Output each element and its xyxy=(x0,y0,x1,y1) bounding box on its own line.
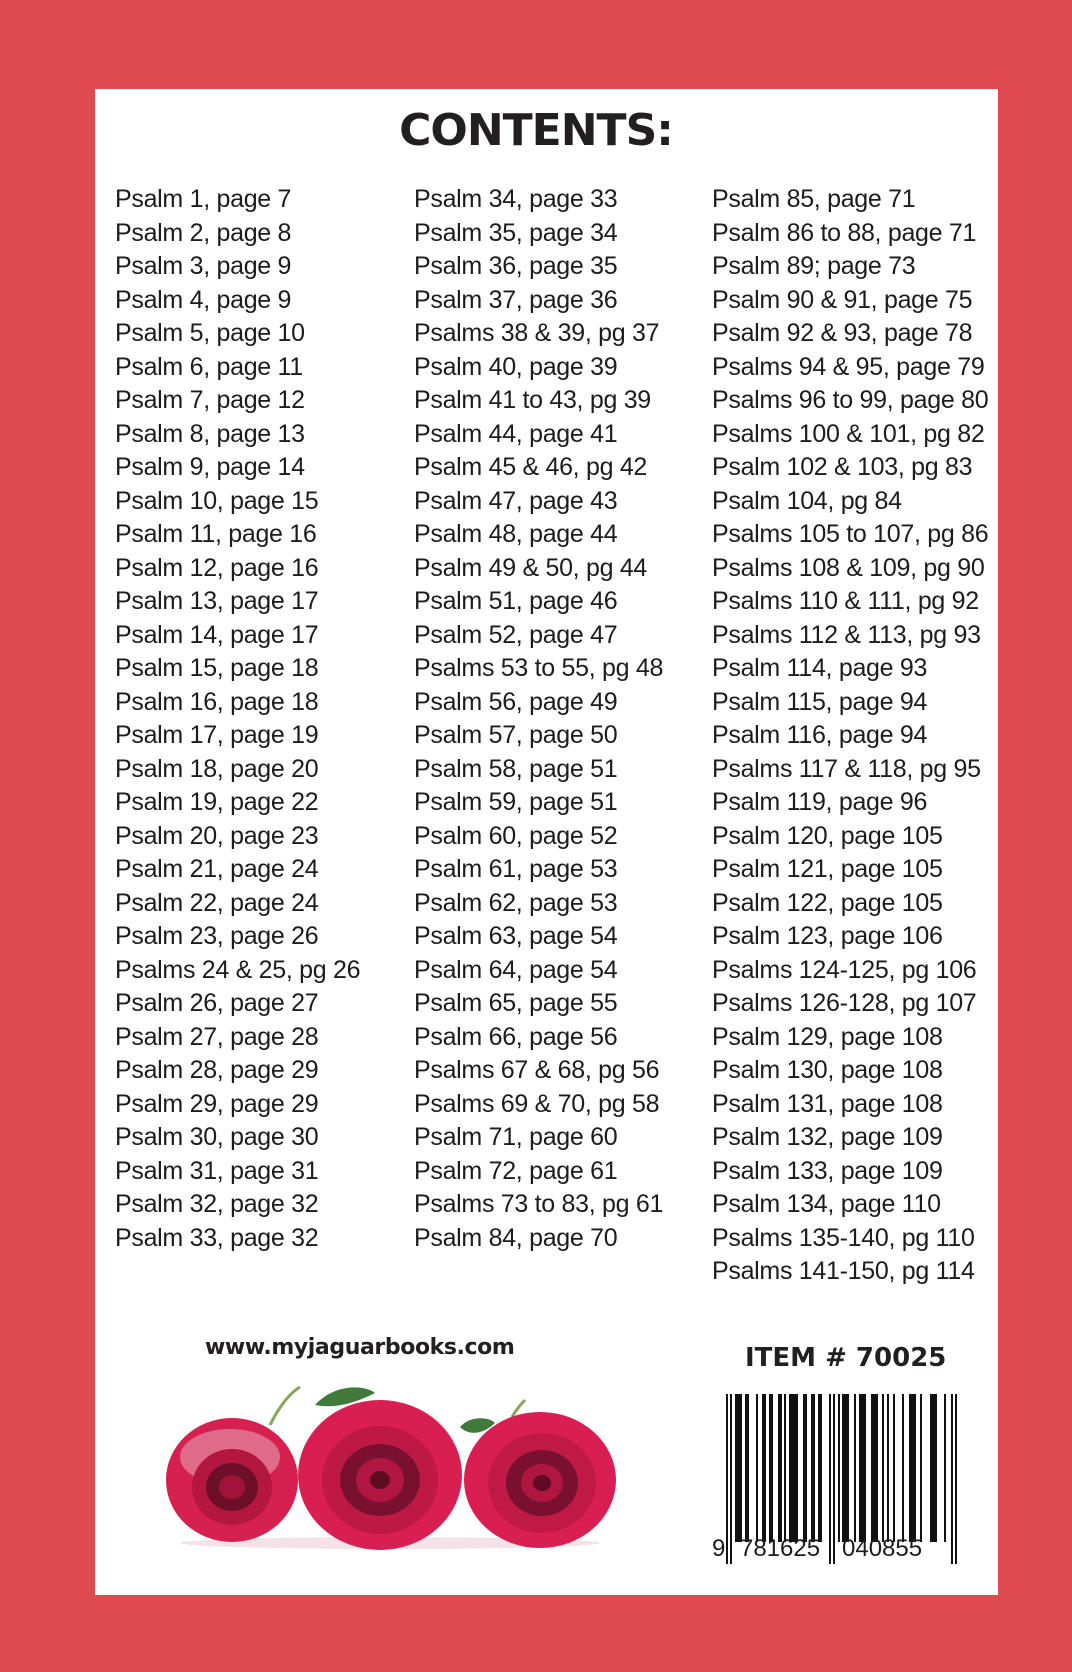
contents-item: Psalm 16, page 18 xyxy=(115,687,319,716)
contents-item: Psalms 135-140, pg 110 xyxy=(712,1223,975,1252)
contents-item: Psalms 100 & 101, pg 82 xyxy=(712,419,985,448)
contents-item: Psalms 141-150, pg 114 xyxy=(712,1257,975,1285)
barcode-left-digits: 781625 xyxy=(740,1535,821,1562)
contents-item: Psalms 53 to 55, pg 48 xyxy=(414,654,664,682)
contents-item: Psalm 14, page 17 xyxy=(115,620,319,649)
contents-item: Psalm 37, page 36 xyxy=(414,285,618,314)
barcode-lead-digit: 9 xyxy=(712,1535,726,1562)
contents-item: Psalm 36, page 35 xyxy=(414,252,618,280)
contents-item: Psalm 4, page 9 xyxy=(115,285,292,314)
contents-item: Psalm 89; page 73 xyxy=(712,252,916,280)
barcode-right-digits: 040855 xyxy=(842,1535,923,1562)
contents-item: Psalm 131, page 108 xyxy=(712,1089,943,1118)
contents-item: Psalm 27, page 28 xyxy=(115,1022,319,1051)
contents-item: Psalm 1, page 7 xyxy=(115,185,292,213)
contents-item: Psalm 49 & 50, pg 44 xyxy=(414,553,648,582)
contents-item: Psalm 11, page 16 xyxy=(115,520,317,548)
contents-item: Psalms 112 & 113, pg 93 xyxy=(712,620,981,649)
contents-item: Psalm 32, page 32 xyxy=(115,1190,319,1218)
rose-right xyxy=(464,1412,616,1548)
contents-item: Psalm 72, page 61 xyxy=(414,1156,618,1185)
contents-item: Psalm 119, page 96 xyxy=(712,788,928,816)
contents-item: Psalm 86 to 88, page 71 xyxy=(712,218,977,247)
contents-item: Psalm 61, page 53 xyxy=(414,855,618,883)
contents-item: Psalm 10, page 15 xyxy=(115,486,319,515)
contents-item: Psalm 28, page 29 xyxy=(115,1056,319,1084)
contents-item: Psalm 122, page 105 xyxy=(712,888,943,917)
contents-column-2 xyxy=(414,183,663,1255)
contents-item: Psalm 120, page 105 xyxy=(712,821,943,850)
contents-item: Psalm 65, page 55 xyxy=(414,989,618,1017)
contents-item: Psalm 40, page 39 xyxy=(414,352,618,381)
contents-item: Psalm 18, page 20 xyxy=(115,754,319,783)
contents-item: Psalm 23, page 26 xyxy=(115,922,319,950)
contents-item: Psalm 57, page 50 xyxy=(414,721,618,749)
contents-item: Psalm 7, page 12 xyxy=(115,386,305,414)
contents-item: Psalm 35, page 34 xyxy=(414,218,618,247)
rose-left xyxy=(166,1418,298,1542)
contents-item: Psalm 26, page 27 xyxy=(115,989,319,1017)
contents-item: Psalm 102 & 103, pg 83 xyxy=(712,453,973,481)
contents-item: Psalm 22, page 24 xyxy=(115,888,319,917)
contents-item: Psalm 85, page 71 xyxy=(712,185,916,213)
website-url: www.myjaguarbooks.com xyxy=(205,1335,515,1360)
contents-item: Psalm 9, page 14 xyxy=(115,453,305,481)
contents-item: Psalm 62, page 53 xyxy=(414,888,618,917)
contents-item: Psalms 96 to 99, page 80 xyxy=(712,386,989,414)
contents-item: Psalm 130, page 108 xyxy=(712,1056,943,1084)
contents-item: Psalms 110 & 111, pg 92 xyxy=(712,587,979,615)
contents-item: Psalm 31, page 31 xyxy=(115,1156,319,1185)
contents-item: Psalm 63, page 54 xyxy=(414,922,618,950)
contents-item: Psalm 133, page 109 xyxy=(712,1156,943,1185)
contents-item: Psalm 114, page 93 xyxy=(712,654,928,682)
contents-item: Psalm 34, page 33 xyxy=(414,185,618,213)
contents-item: Psalm 17, page 19 xyxy=(115,721,319,749)
contents-item: Psalms 105 to 107, pg 86 xyxy=(712,520,989,548)
contents-item: Psalm 116, page 94 xyxy=(712,721,928,749)
contents-item: Psalms 94 & 95, page 79 xyxy=(712,352,985,381)
contents-item: Psalm 20, page 23 xyxy=(115,821,319,850)
contents-item: Psalm 90 & 91, page 75 xyxy=(712,285,973,314)
contents-item: Psalm 60, page 52 xyxy=(414,821,618,850)
contents-item: Psalm 2, page 8 xyxy=(115,218,292,247)
contents-item: Psalm 6, page 11 xyxy=(115,352,303,381)
contents-item: Psalm 41 to 43, pg 39 xyxy=(414,386,651,414)
contents-item: Psalms 24 & 25, pg 26 xyxy=(115,955,361,984)
contents-item: Psalm 47, page 43 xyxy=(414,486,618,515)
contents-item: Psalm 129, page 108 xyxy=(712,1022,943,1051)
contents-item: Psalm 121, page 105 xyxy=(712,855,943,883)
contents-item: Psalms 73 to 83, pg 61 xyxy=(414,1190,664,1218)
contents-item: Psalms 117 & 118, pg 95 xyxy=(712,754,981,783)
contents-item: Psalm 33, page 32 xyxy=(115,1223,319,1252)
contents-item: Psalms 67 & 68, pg 56 xyxy=(414,1056,660,1084)
item-number: ITEM # 70025 xyxy=(745,1343,947,1373)
roses-image xyxy=(150,1375,620,1550)
contents-item: Psalms 124-125, pg 106 xyxy=(712,955,977,984)
contents-item: Psalm 5, page 10 xyxy=(115,319,305,347)
rose-middle xyxy=(298,1400,462,1550)
contents-item: Psalm 56, page 49 xyxy=(414,687,618,716)
page-title: CONTENTS: xyxy=(399,105,673,156)
contents-item: Psalms 69 & 70, pg 58 xyxy=(414,1089,660,1118)
contents-item: Psalm 132, page 109 xyxy=(712,1123,943,1151)
contents-column-3 xyxy=(712,183,988,1289)
contents-item: Psalms 108 & 109, pg 90 xyxy=(712,553,985,582)
contents-item: Psalm 66, page 56 xyxy=(414,1022,618,1051)
contents-item: Psalm 92 & 93, page 78 xyxy=(712,319,973,347)
contents-item: Psalm 104, pg 84 xyxy=(712,486,902,515)
contents-item: Psalm 59, page 51 xyxy=(414,788,618,816)
contents-item: Psalm 123, page 106 xyxy=(712,922,943,950)
contents-item: Psalm 29, page 29 xyxy=(115,1089,319,1118)
contents-item: Psalm 51, page 46 xyxy=(414,587,618,615)
contents-item: Psalm 3, page 9 xyxy=(115,252,292,280)
contents-column-1 xyxy=(115,183,360,1255)
contents-item: Psalm 84, page 70 xyxy=(414,1223,618,1252)
contents-item: Psalm 115, page 94 xyxy=(712,687,928,716)
contents-item: Psalms 126-128, pg 107 xyxy=(712,989,977,1017)
contents-item: Psalm 58, page 51 xyxy=(414,754,618,783)
contents-item: Psalm 134, page 110 xyxy=(712,1190,941,1218)
contents-item: Psalm 15, page 18 xyxy=(115,654,319,682)
contents-item: Psalm 30, page 30 xyxy=(115,1123,319,1151)
contents-item: Psalm 48, page 44 xyxy=(414,520,618,548)
contents-item: Psalm 13, page 17 xyxy=(115,587,319,615)
contents-item: Psalm 21, page 24 xyxy=(115,855,319,883)
contents-item: Psalm 45 & 46, pg 42 xyxy=(414,453,648,481)
contents-item: Psalms 38 & 39, pg 37 xyxy=(414,319,660,347)
contents-item: Psalm 52, page 47 xyxy=(414,620,618,649)
contents-item: Psalm 64, page 54 xyxy=(414,955,618,984)
contents-item: Psalm 12, page 16 xyxy=(115,553,319,582)
contents-item: Psalm 8, page 13 xyxy=(115,419,305,448)
contents-item: Psalm 71, page 60 xyxy=(414,1123,618,1151)
contents-item: Psalm 19, page 22 xyxy=(115,788,319,816)
contents-item: Psalm 44, page 41 xyxy=(414,419,618,448)
